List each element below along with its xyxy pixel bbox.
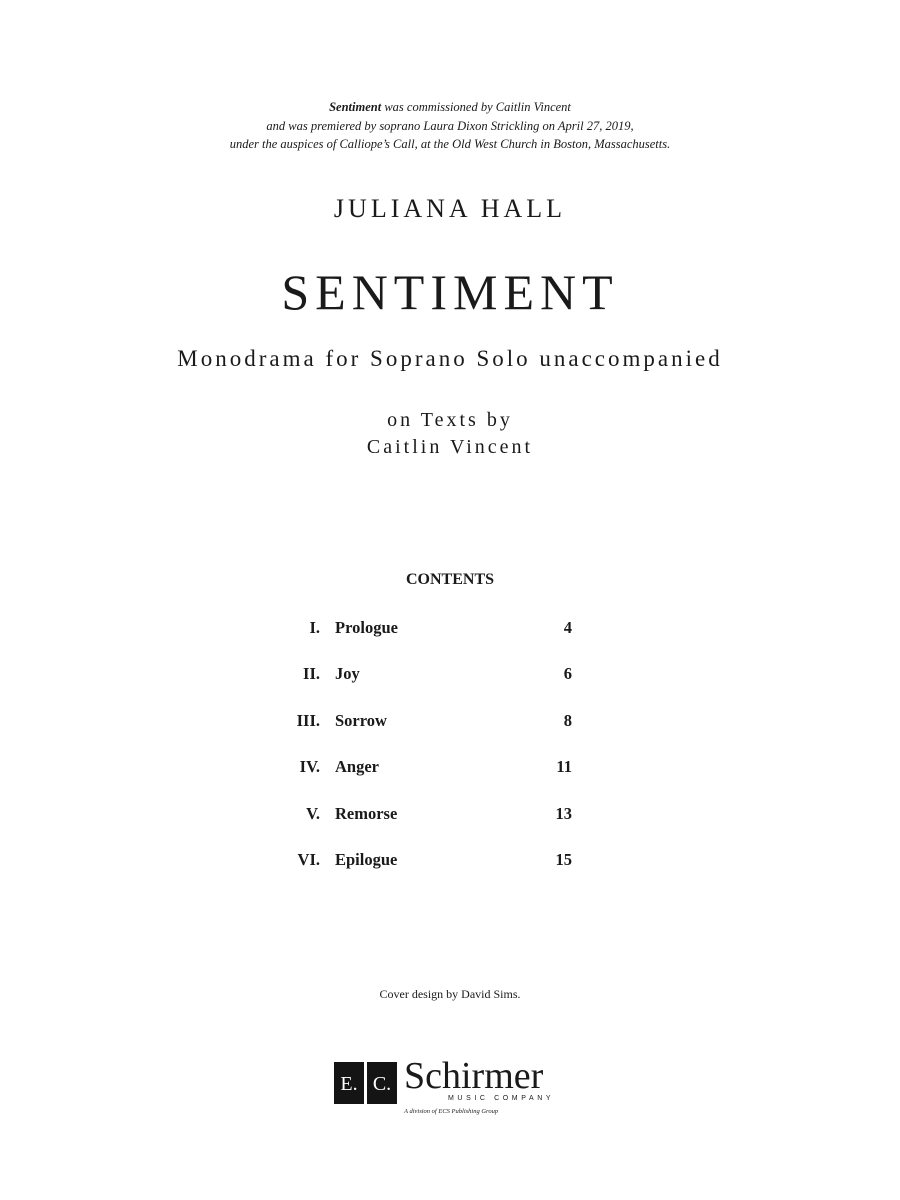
logo-box-c: C.	[367, 1062, 397, 1104]
toc-item-page: 4	[563, 618, 572, 637]
toc-item	[0, 711, 900, 757]
toc-item-page: 11	[556, 757, 572, 777]
work-name: Sentiment	[329, 100, 382, 114]
contents-heading: CONTENTS	[405, 571, 495, 588]
texts-credit-line-1: on Texts by	[387, 409, 513, 431]
toc-item	[0, 618, 900, 664]
commission-note	[0, 98, 900, 154]
publisher-name: Schirmer	[404, 1055, 544, 1097]
commission-line-2: and was premiered by soprano Laura Dixon Strickling on April 27, 2019,	[266, 118, 634, 133]
texts-credit	[0, 407, 900, 461]
toc-item-page: 13	[555, 803, 572, 823]
toc-item-title: Prologue	[335, 618, 398, 637]
publisher-logo	[334, 1055, 574, 1120]
cover-design-credit: Cover design by David Sims.	[379, 987, 521, 1001]
toc-item-page: 15	[555, 849, 572, 869]
toc-item-page: 8	[563, 710, 572, 730]
toc-item-number: V.	[306, 803, 320, 823]
toc-item-number: III.	[296, 710, 320, 730]
toc-item-title: Sorrow	[335, 710, 387, 730]
publisher-subtitle: MUSIC COMPANY	[448, 1095, 555, 1102]
table-of-contents	[0, 618, 900, 896]
toc-item	[0, 850, 900, 896]
toc-item-title: Epilogue	[335, 849, 398, 869]
work-subtitle: Monodrama for Soprano Solo unaccompanied	[177, 346, 723, 371]
toc-item-title: Joy	[335, 664, 360, 684]
toc-item-page: 6	[563, 664, 572, 684]
toc-item-title: Anger	[335, 757, 379, 777]
logo-box-e: E.	[334, 1062, 364, 1104]
commission-line-1	[0, 98, 900, 117]
publisher-division: A division of ECS Publishing Group	[404, 1108, 499, 1115]
toc-item-number: II.	[303, 664, 320, 684]
toc-item-title: Remorse	[335, 803, 398, 823]
commission-line-1-rest: was commissioned by Caitlin Vincent	[381, 100, 571, 114]
composer-name: JULIANA HALL	[333, 194, 567, 223]
toc-item	[0, 804, 900, 850]
work-title: SENTIMENT	[281, 264, 619, 320]
toc-item-number: VI.	[297, 849, 320, 869]
toc-item-number: I.	[309, 618, 320, 637]
texts-credit-author: Caitlin Vincent	[366, 436, 534, 458]
toc-item-number: IV.	[299, 757, 320, 777]
toc-item	[0, 757, 900, 803]
toc-item	[0, 664, 900, 710]
commission-line-3: under the auspices of Calliope’s Call, at the Old West Church in Boston, Massachusetts.	[229, 137, 671, 151]
